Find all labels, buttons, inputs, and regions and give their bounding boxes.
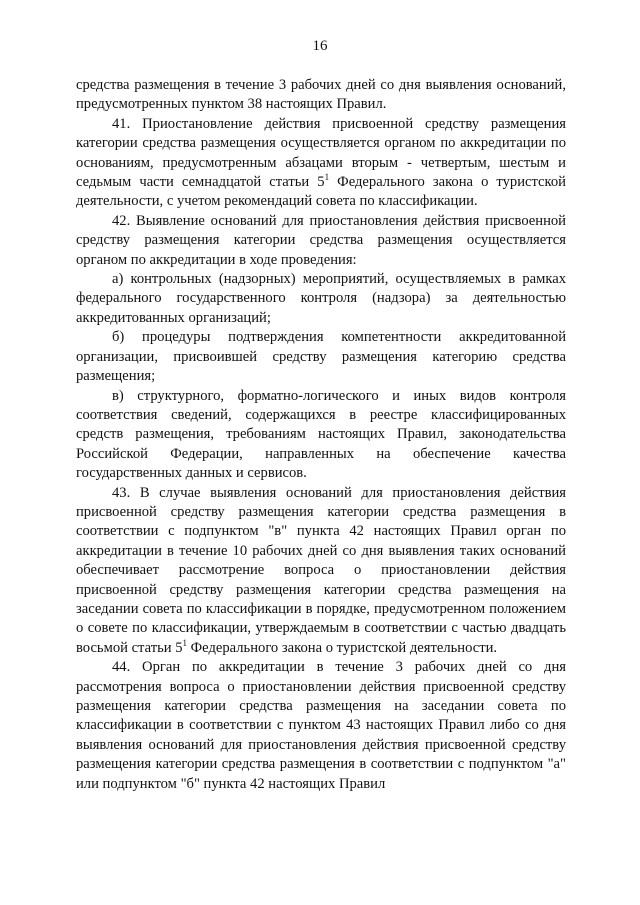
paragraph-42: 42. Выявление оснований для приостановления действия присвоенной средству размещения категории средства размещения осуществляется органом по аккредитации в ходе проведения:	[76, 212, 566, 268]
paragraph-41-text: 41. Приостановление действия присвоенной средству размещения категории средства размещения осуществляется органом по аккредитации по основаниям, предусмотренным абзацами вторым - четвертым, шестым и седьмым части семнадцатой статьи 5	[76, 115, 566, 191]
document-body	[76, 76, 566, 794]
page-number: 16	[312, 38, 328, 54]
superscript: 1	[182, 637, 187, 648]
superscript: 1	[324, 172, 330, 183]
paragraph-41	[76, 115, 566, 212]
paragraph-43	[76, 484, 566, 659]
paragraph-42-item-a: а) контрольных (надзорных) мероприятий, осуществляемых в рамках федерального государственного контроля (надзора) за деятельностью аккредитованных организаций;	[76, 271, 566, 326]
paragraph-43-text-end: Федерального закона о туристской деятельности.	[187, 639, 498, 656]
paragraph-41-text-end: Федерального закона о туристской деятельности, с учетом рекомендаций совета по классификации.	[76, 174, 566, 210]
paragraph-44: 44. Орган по аккредитации в течение 3 рабочих дней со дня рассмотрения вопроса о приостановлении действия присвоенной средству размещения категории средства размещения на заседании совета по классификации в соответствии с пунктом 43 настоящих Правил либо со дня выявления оснований для приостановления действия присвоенной средству размещения категории средства размещения в соответствии с подпунктом "а" или подпунктом "б" пункта 42 настоящих Правил	[76, 659, 566, 792]
paragraph-42-item-v: в) структурного, форматно-логического и иных видов контроля соответствия сведений, содержащихся в реестре классифицированных средств размещения, требованиям настоящих Правил, законодательства Российской Федерации, направленных на обеспечение качества государственных данных и сервисов.	[76, 387, 566, 482]
paragraph-42-item-b: б) процедуры подтверждения компетентности аккредитованной организации, присвоившей средству размещения категорию средства размещения;	[76, 329, 566, 385]
paragraph-43-text: 43. В случае выявления оснований для приостановления действия присвоенной средству размещения категории средства размещения в соответствии с подпунктом "в" пункта 42 настоящих Правил орган по аккредитации в течение 10 рабочих дней со дня выявления таких оснований обеспечивает рассмотрение вопроса о приостановлении действия присвоенной средству размещения категории средства размещения на заседании совета по классификации в порядке, предусмотренном положением о совете по классификации, утверждаемым в соответствии с частью двадцать восьмой статьи 5	[76, 484, 566, 656]
paragraph-continuation: средства размещения в течение 3 рабочих дней со дня выявления оснований, предусмотренных пунктом 38 настоящих Правил.	[76, 77, 566, 113]
